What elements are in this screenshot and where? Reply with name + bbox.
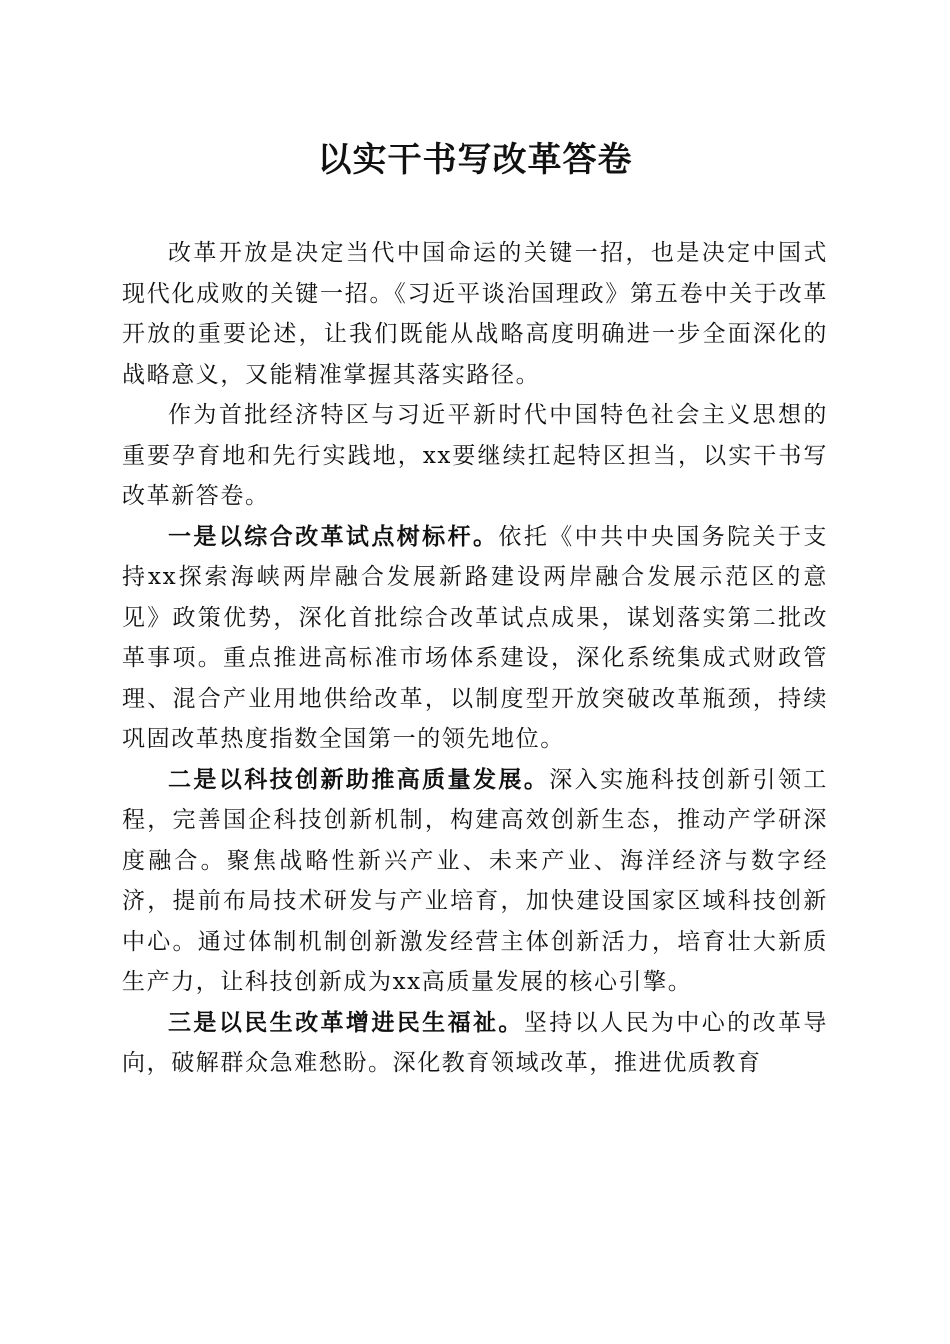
paragraph-3-lead: 一是以综合改革试点树标杆。 <box>168 522 499 550</box>
paragraph-1-text: 改革开放是决定当代中国命运的关键一招，也是决定中国式现代化成败的关键一招。《习近平谈治国理政》第五卷中关于改革开放的重要论述，让我们既能从战略高度明确进一步全面深化的战略意义，又能精准掌握其落实路径。 <box>122 240 828 388</box>
document-title: 以实干书写改革答卷 <box>317 140 633 180</box>
paragraph-1 <box>122 233 828 395</box>
paragraph-2 <box>122 395 828 517</box>
paragraph-3-text: 依托《中共中央国务院关于支持xx探索海峡两岸融合发展新路建设两岸融合发展示范区的意见》政策优势，深化首批综合改革试点成果，谋划落实第二批改革事项。重点推进高标准市场体系建设，深化系统集成式财政管理、混合产业用地供给改革，以制度型开放突破改革瓶颈，持续巩固改革热度指数全国第一的领先地位。 <box>122 523 828 752</box>
paragraph-5-lead: 三是以民生改革增进民生福祉。 <box>168 1008 524 1036</box>
paragraph-5-text: 坚持以人民为中心的改革导向，破解群众急难愁盼。深化教育领域改革，推进优质教育 <box>122 1009 829 1076</box>
paragraph-4 <box>122 760 828 1003</box>
document-body <box>122 233 828 1084</box>
paragraph-2-text: 作为首批经济特区与习近平新时代中国特色社会主义思想的重要孕育地和先行实践地，xx要继续扛起特区担当，以实干书写改革新答卷。 <box>122 402 828 509</box>
paragraph-3 <box>122 517 828 760</box>
paragraph-4-lead: 二是以科技创新助推高质量发展。 <box>168 765 550 793</box>
paragraph-4-text: 深入实施科技创新引领工程，完善国企科技创新机制，构建高效创新生态，推动产学研深度融合。聚焦战略性新兴产业、未来产业、海洋经济与数字经济，提前布局技术研发与产业培育，加快建设国家区域科技创新中心。通过体制机制创新激发经营主体创新活力，培育壮大新质生产力，让科技创新成为xx高质量发展的核心引擎。 <box>122 766 828 995</box>
paragraph-5 <box>122 1003 828 1084</box>
